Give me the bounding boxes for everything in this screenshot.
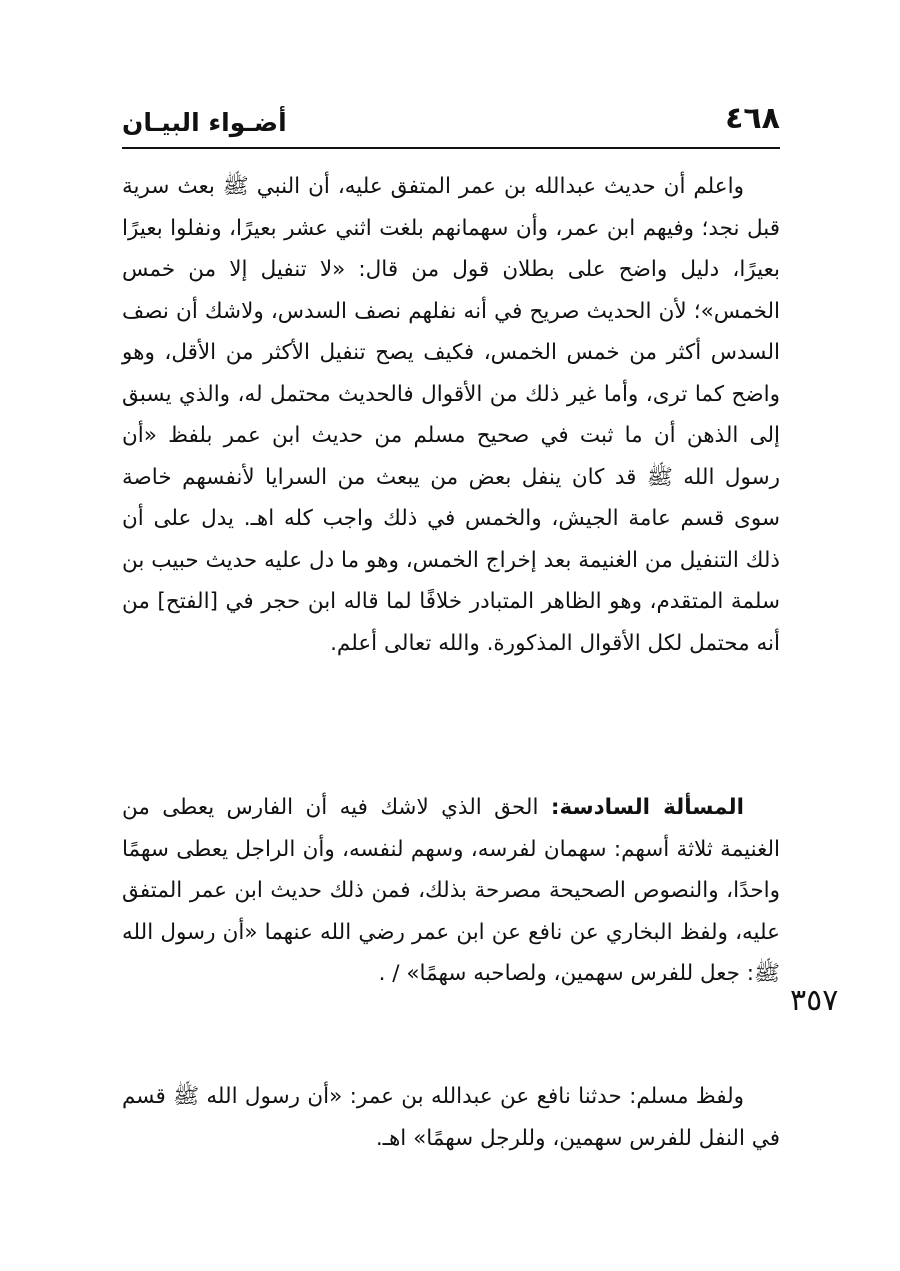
paragraph-sixth-issue bbox=[122, 787, 780, 995]
header-divider bbox=[122, 147, 780, 149]
paragraph-text: الحق الذي لاشك فيه أن الفارس يعطى من الغنيمة ثلاثة أسهم: سهمان لفرسه، وسهم لنفسه، وأن الراجل يعطى سهمًا واحدًا، والنصوص الصحيحة مصرحة بذلك، فمن ذلك حديث ابن عمر المتفق عليه، ولفظ البخاري عن نافع عن ابن عمر رضي الله عنهما «أن رسول الله ﷺ: جعل للفرس سهمين، ولصاحبه سهمًا» / . bbox=[122, 795, 780, 986]
paragraph-text: ولفظ مسلم: حدثنا نافع عن عبدالله بن عمر: «أن رسول الله ﷺ قسم في النفل للفرس سهمين، وللرجل سهمًا» اهـ. bbox=[122, 1084, 780, 1151]
paragraph-hadith-discussion bbox=[122, 166, 780, 664]
page-number: ٤٦٨ bbox=[725, 101, 780, 136]
paragraph-text: واعلم أن حديث عبدالله بن عمر المتفق عليه، أن النبي ﷺ بعث سرية قبل نجد؛ وفيهم ابن عمر، وأن سهمانهم بلغت اثني عشر بعيرًا، ونفلوا بعيرًا بعيرًا، دليل واضح على بطلان قول من قال: «لا تنفيل إلا من خمس الخمس»؛ لأن الحديث صريح في أنه نفلهم نصف السدس، ولاشك أن نصف السدس أكثر من خمس الخمس، فكيف يصح تنفيل الأكثر من الأقل، وهو واضح كما ترى، وأما غير ذلك من الأقوال فالحديث محتمل له، والذي يسبق إلى الذهن أن ما ثبت في صحيح مسلم من حديث ابن عمر بلفظ «أن رسول الله ﷺ قد كان ينفل بعض من يبعث من السرايا لأنفسهم خاصة سوى قسم عامة الجيش، والخمس في ذلك واجب كله اهـ. يدل على أن ذلك التنفيل من الغنيمة بعد إخراج الخمس، وهو ما دل عليه حديث حبيب بن سلمة المتقدم، وهو الظاهر المتبادر خلافًا لما قاله ابن حجر في [الفتح] من أنه محتمل لكل الأقوال المذكورة. والله تعالى أعلم. bbox=[122, 174, 780, 656]
book-title: أضـواء البيـان bbox=[122, 108, 287, 137]
page-header bbox=[122, 100, 780, 144]
margin-page-reference: ٣٥٧ bbox=[790, 983, 839, 1018]
paragraph-muslim-narration bbox=[122, 1076, 780, 1159]
issue-heading: المسألة السادسة: bbox=[550, 795, 744, 820]
